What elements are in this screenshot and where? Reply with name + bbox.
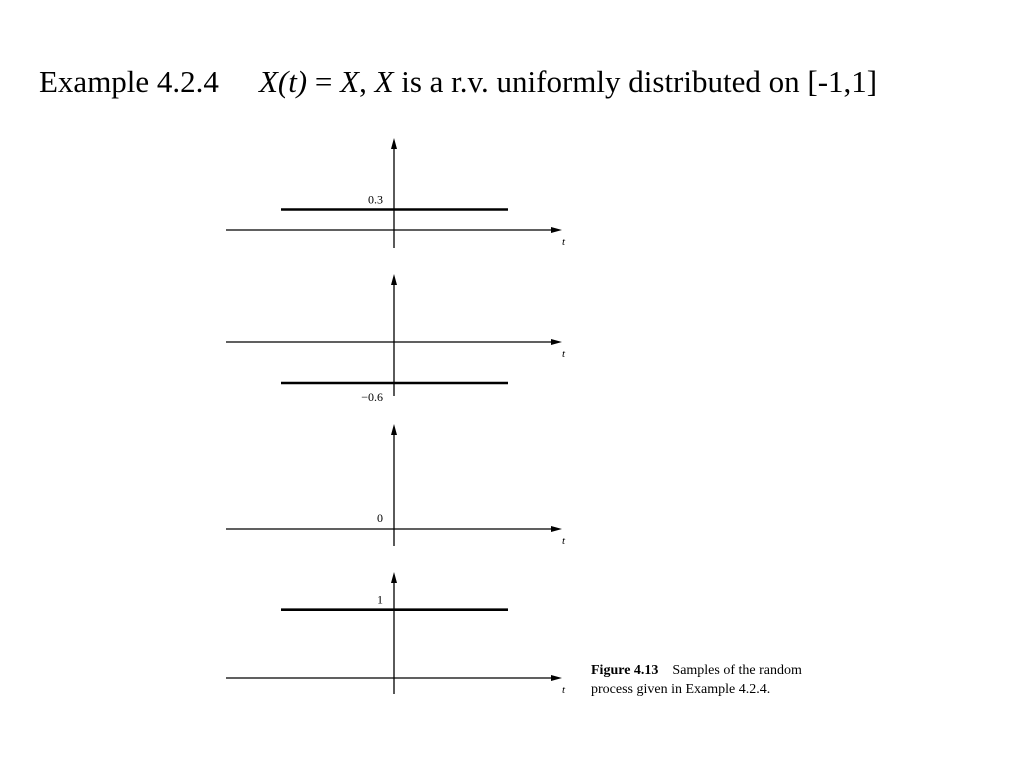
y-axis-arrow-4 [391, 572, 397, 583]
figure-caption [591, 661, 802, 699]
t-axis-label-3: t [562, 535, 566, 547]
t-axis-arrow-1 [551, 227, 562, 233]
t-axis-arrow-4 [551, 675, 562, 681]
t-axis-arrow-3 [551, 526, 562, 532]
t-axis-label-4: t [562, 684, 566, 696]
t-axis-label-1: t [562, 236, 566, 248]
t-axis-arrow-2 [551, 339, 562, 345]
title-lhs: X(t) [258, 64, 308, 99]
caption-line-2: process given in Example 4.2.4. [591, 682, 771, 697]
caption-text-1: Samples of the random [672, 663, 802, 678]
title-var: X [374, 64, 394, 99]
caption-line-1 [591, 661, 802, 680]
title-rest: is a r.v. uniformly distributed on [-1,1] [393, 64, 878, 99]
figure-label: Figure 4.13 [591, 663, 659, 678]
y-axis-arrow-2 [391, 274, 397, 285]
value-label-2: −0.6 [361, 390, 383, 404]
title-rhs: X [340, 64, 360, 99]
value-label-3: 0 [377, 511, 383, 525]
value-label-4: 1 [377, 592, 383, 607]
title-comma: , [359, 64, 375, 99]
y-axis-arrow-3 [391, 424, 397, 435]
example-number: Example 4.2.4 [39, 64, 219, 99]
title-equals: = [307, 64, 341, 99]
y-axis-arrow-1 [391, 138, 397, 149]
t-axis-label-2: t [562, 348, 566, 360]
value-label-1: 0.3 [368, 192, 383, 207]
